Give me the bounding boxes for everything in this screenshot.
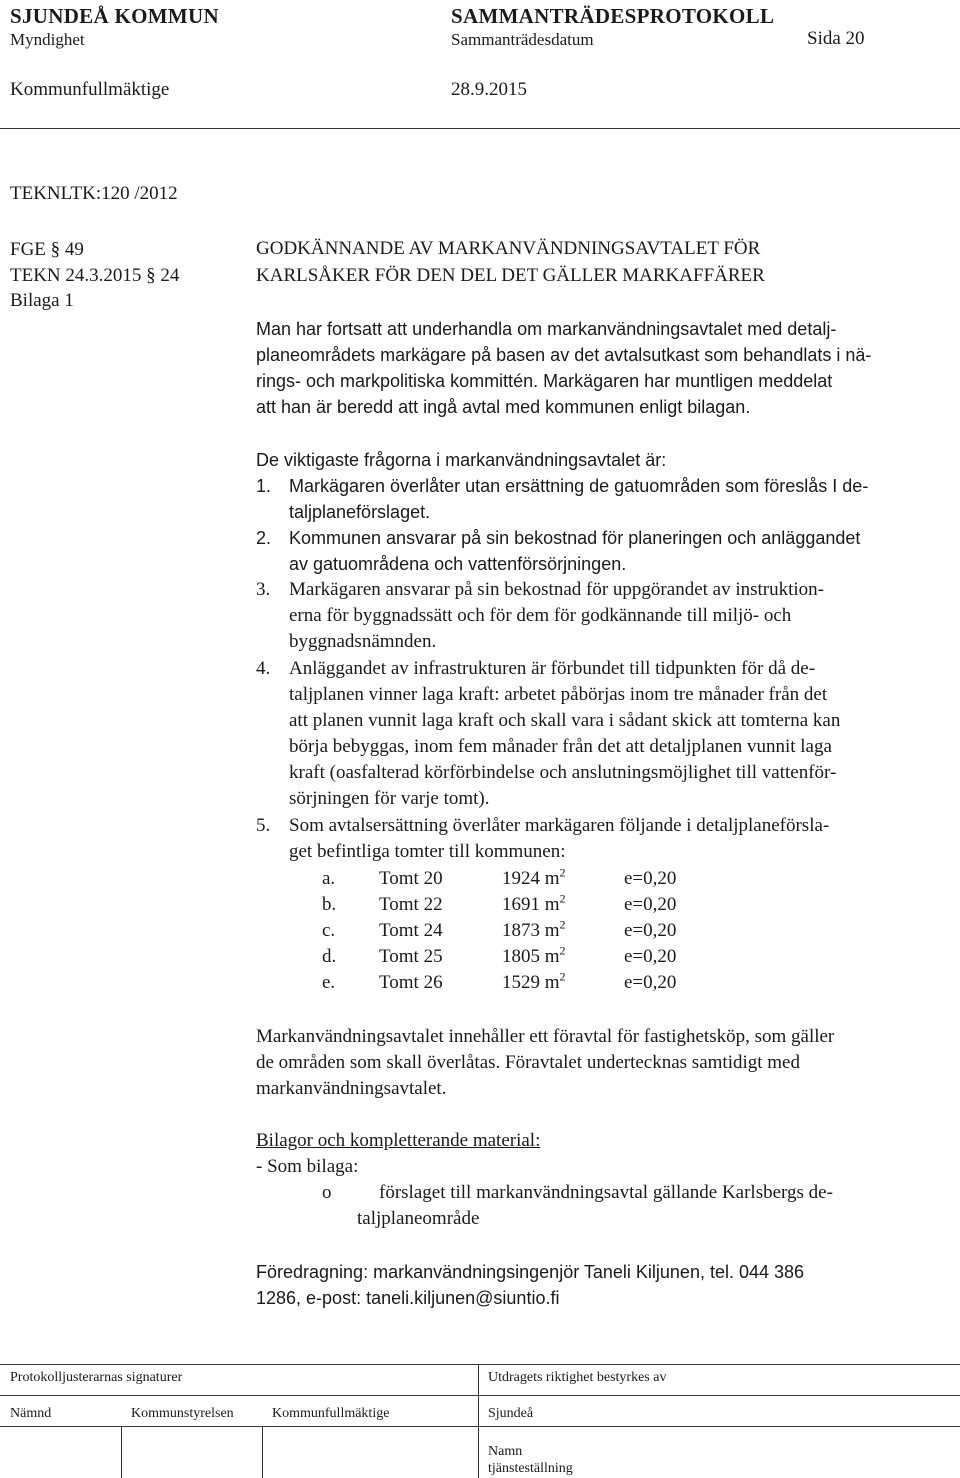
meeting-date-label: Sammanträdesdatum <box>451 30 594 49</box>
list-line: taljplanen vinner laga kraft: arbetet påbörjas inom tre månader från det <box>289 684 828 705</box>
list-line: Kommunen ansvarar på sin bekostnad för planeringen och anläggandet <box>289 528 861 548</box>
position-label: tjänsteställning <box>488 1461 573 1476</box>
plot-exploitation: e=0,20 <box>624 946 677 967</box>
attachment-reference: Bilaga 1 <box>10 290 74 311</box>
attachment-line: taljplaneområde <box>357 1208 480 1229</box>
list-line: Markägaren ansvarar på sin bekostnad för uppgörandet av instruktion- <box>289 579 824 600</box>
summary-paragraph <box>256 1024 954 1102</box>
attachments-subheading: - Som bilaga: <box>256 1156 359 1177</box>
plot-row <box>0 970 960 996</box>
plot-area-value: 1873 m <box>502 920 560 941</box>
plot-area-unit-exponent: 2 <box>559 917 566 932</box>
tekn-reference: TEKN 24.3.2015 § 24 <box>10 265 180 286</box>
plot-area-unit-exponent: 2 <box>559 969 566 984</box>
summary-line: de områden som skall överlåtas. Föravtalet undertecknas samtidigt med <box>256 1052 800 1073</box>
attachment-line: förslaget till markanvändningsavtal gällande Karlsbergs de- <box>379 1182 833 1203</box>
signature-box-divider <box>121 1426 122 1478</box>
authority-label: Myndighet <box>10 30 85 49</box>
signature-box-divider <box>262 1426 263 1478</box>
name-label: Namn <box>488 1444 523 1459</box>
footer-divider <box>0 1364 960 1365</box>
plot-area-unit-exponent: 2 <box>559 865 566 880</box>
committee-municipal-council: Kommunfullmäktige <box>272 1406 390 1421</box>
plot-name: Tomt 26 <box>379 972 443 993</box>
list-line: kraft (oasfalterad körförbindelse och anslutningsmöjlighet till vattenför- <box>289 762 837 783</box>
summary-line: Markanvändningsavtalet innehåller ett föravtal för fastighetsköp, som gäller <box>256 1026 835 1047</box>
list-number: 1. <box>256 476 272 496</box>
footer-row-divider <box>0 1395 960 1396</box>
plot-exploitation: e=0,20 <box>624 972 677 993</box>
committee-municipal-board: Kommunstyrelsen <box>131 1406 234 1421</box>
list-line: erna för byggnadssätt och för dem för godkännande till miljö- och <box>289 605 792 626</box>
list-line: Markägaren överlåter utan ersättning de gatuområden som föreslås I de- <box>289 476 869 496</box>
attachments-heading: Bilagor och kompletterande material: <box>256 1130 541 1151</box>
plot-area <box>502 970 566 996</box>
plot-area <box>502 918 566 944</box>
list-heading: De viktigaste frågorna i markanvändningsavtalet är: <box>256 450 667 470</box>
intro-paragraph <box>256 316 954 420</box>
list-line: byggnadsnämnden. <box>289 631 437 652</box>
list-line: av gatuområdena och vattenförsörjningen. <box>289 554 627 574</box>
list-line: Som avtalsersättning överlåter markägaren följande i detaljplaneförsla- <box>289 815 830 836</box>
plot-name: Tomt 22 <box>379 894 443 915</box>
footer-row-divider <box>0 1426 960 1427</box>
list-line: börja bebyggas, inom fem månader från det att detaljplanen vunnit laga <box>289 736 832 757</box>
plot-area-unit-exponent: 2 <box>559 943 566 958</box>
summary-line: markanvändningsavtalet. <box>256 1078 447 1099</box>
plot-letter: a. <box>322 868 336 889</box>
plot-area-value: 1924 m <box>502 868 560 889</box>
plot-letter: d. <box>322 946 337 967</box>
attachment-bullet: o <box>322 1182 332 1203</box>
presenter-line: Föredragning: markanvändningsingenjör Taneli Kiljunen, tel. 044 386 <box>256 1262 805 1282</box>
plot-area-value: 1691 m <box>502 894 560 915</box>
header-divider <box>0 128 960 129</box>
authority: Kommunfullmäktige <box>10 79 170 100</box>
intro-line: att han är beredd att ingå avtal med kommunen enligt bilagan. <box>256 397 751 417</box>
plot-area-unit-exponent: 2 <box>559 891 566 906</box>
municipality-name: SJUNDEÅ KOMMUN <box>10 4 219 28</box>
list-number: 4. <box>256 658 271 679</box>
plot-exploitation: e=0,20 <box>624 920 677 941</box>
plot-area-value: 1529 m <box>502 972 560 993</box>
fge-reference: FGE § 49 <box>10 239 84 260</box>
list-line: taljplaneförslaget. <box>289 502 431 522</box>
plot-exploitation: e=0,20 <box>624 894 677 915</box>
place-name: Sjundeå <box>488 1406 534 1421</box>
list-line: Anläggandet av infrastrukturen är förbundet till tidpunkten för då de- <box>289 658 816 679</box>
meeting-date: 28.9.2015 <box>451 79 527 100</box>
footer-column-divider <box>478 1364 479 1478</box>
intro-line: Man har fortsatt att underhandla om markanvändningsavtalet med detalj- <box>256 319 837 339</box>
list-line: sörjningen för varje tomt). <box>289 788 490 809</box>
intro-line: rings- och markpolitiska kommittén. Markägaren har muntligen meddelat <box>256 371 833 391</box>
plot-row <box>0 866 960 892</box>
list-line: att planen vunnit laga kraft och skall vara i sådant skick att tomterna kan <box>289 710 841 731</box>
plot-name: Tomt 20 <box>379 868 443 889</box>
presenter-line: 1286, e-post: taneli.kiljunen@siuntio.fi <box>256 1288 560 1308</box>
section-title-line-1: GODKÄNNANDE AV MARKANVÄNDNINGSAVTALET FÖR <box>256 238 761 259</box>
list-number: 5. <box>256 815 271 836</box>
section-title-line-2: KARLSÅKER FÖR DEN DEL DET GÄLLER MARKAFFÄRER <box>256 265 765 286</box>
verification-label: Utdragets riktighet bestyrkes av <box>488 1370 667 1385</box>
list-line: get befintliga tomter till kommunen: <box>289 841 566 862</box>
plot-row <box>0 892 960 918</box>
plot-name: Tomt 25 <box>379 946 443 967</box>
plot-area-value: 1805 m <box>502 946 560 967</box>
protocol-title: SAMMANTRÄDESPROTOKOLL <box>451 4 775 28</box>
plot-letter: e. <box>322 972 336 993</box>
list-number: 3. <box>256 579 271 600</box>
plot-area <box>502 944 566 970</box>
plot-area <box>502 866 566 892</box>
plot-letter: b. <box>322 894 337 915</box>
intro-line: planeområdets markägare på basen av det avtalsutkast som behandlats i nä- <box>256 345 872 365</box>
plot-letter: c. <box>322 920 336 941</box>
plot-row <box>0 918 960 944</box>
plot-name: Tomt 24 <box>379 920 443 941</box>
plot-row <box>0 944 960 970</box>
reference-number: TEKNLTK:120 /2012 <box>10 183 178 204</box>
committee-label: Nämnd <box>10 1406 52 1421</box>
plot-exploitation: e=0,20 <box>624 868 677 889</box>
list-number: 2. <box>256 528 272 548</box>
plot-area <box>502 892 566 918</box>
page-number: Sida 20 <box>807 28 865 49</box>
signatures-label: Protokolljusterarnas signaturer <box>10 1370 183 1385</box>
